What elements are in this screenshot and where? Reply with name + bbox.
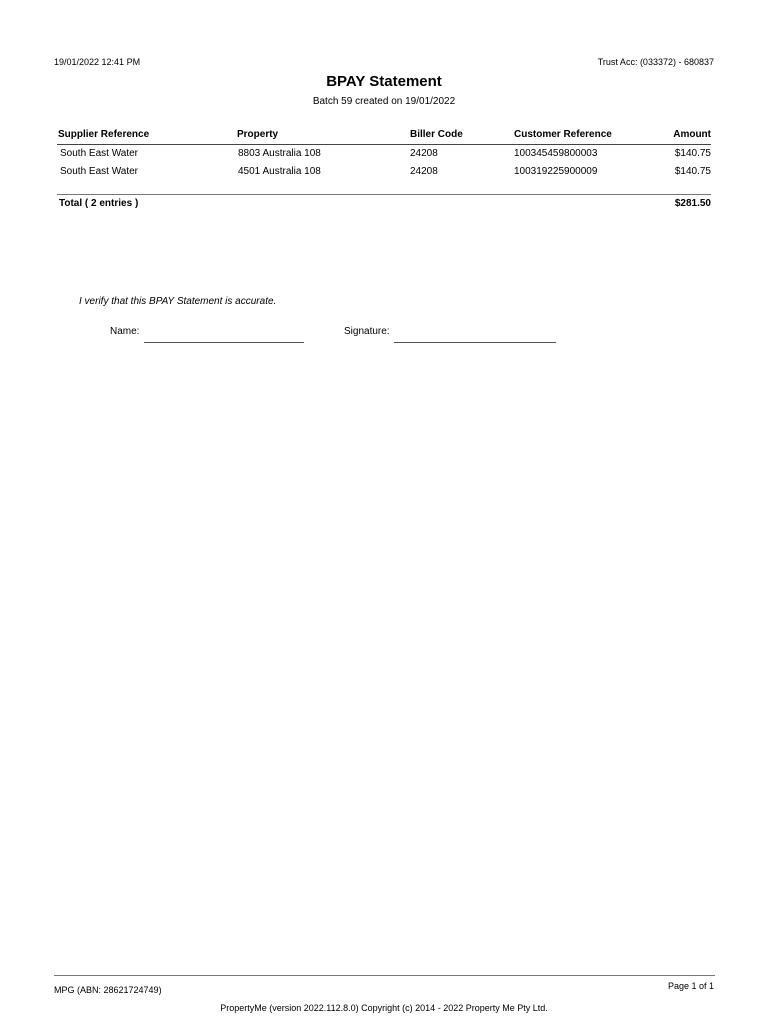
column-header-amount: Amount [673,129,711,140]
footer-company: MPG (ABN: 28621724749) [54,985,162,995]
column-header-property: Property [237,129,279,140]
cell-supplier-reference: South East Water [60,166,138,177]
verification-statement: I verify that this BPAY Statement is accurate. [79,296,277,307]
column-header-supplier-reference: Supplier Reference [58,129,150,140]
cell-amount: $140.75 [674,148,711,159]
name-signature-line [144,342,304,343]
cell-amount: $140.75 [674,166,711,177]
cell-customer-reference: 100319225900009 [514,166,598,177]
total-divider [57,194,711,195]
batch-info: Batch 59 created on 19/01/2022 [312,96,456,107]
footer-divider [54,975,715,976]
cell-biller-code: 24208 [410,148,438,159]
footer-copyright: PropertyMe (version 2022.112.8.0) Copyright (c) 2014 - 2022 Property Me Pty Ltd. [220,1003,548,1013]
total-amount: $281.50 [674,198,711,209]
cell-supplier-reference: South East Water [60,148,138,159]
signature-line [394,342,556,343]
column-header-customer-reference: Customer Reference [514,129,612,140]
cell-property: 8803 Australia 108 [238,148,321,159]
column-header-biller-code: Biller Code [410,129,463,140]
cell-biller-code: 24208 [410,166,438,177]
page-title: BPAY Statement [326,73,442,90]
name-label: Name: [110,326,140,337]
signature-label: Signature: [344,326,390,337]
cell-property: 4501 Australia 108 [238,166,321,177]
total-label: Total ( 2 entries ) [59,198,139,209]
header-divider [57,144,711,145]
print-datetime: 19/01/2022 12:41 PM [54,57,141,67]
trust-account: Trust Acc: (033372) - 680837 [597,57,714,67]
page-number: Page 1 of 1 [667,981,714,991]
cell-customer-reference: 100345459800003 [514,148,598,159]
